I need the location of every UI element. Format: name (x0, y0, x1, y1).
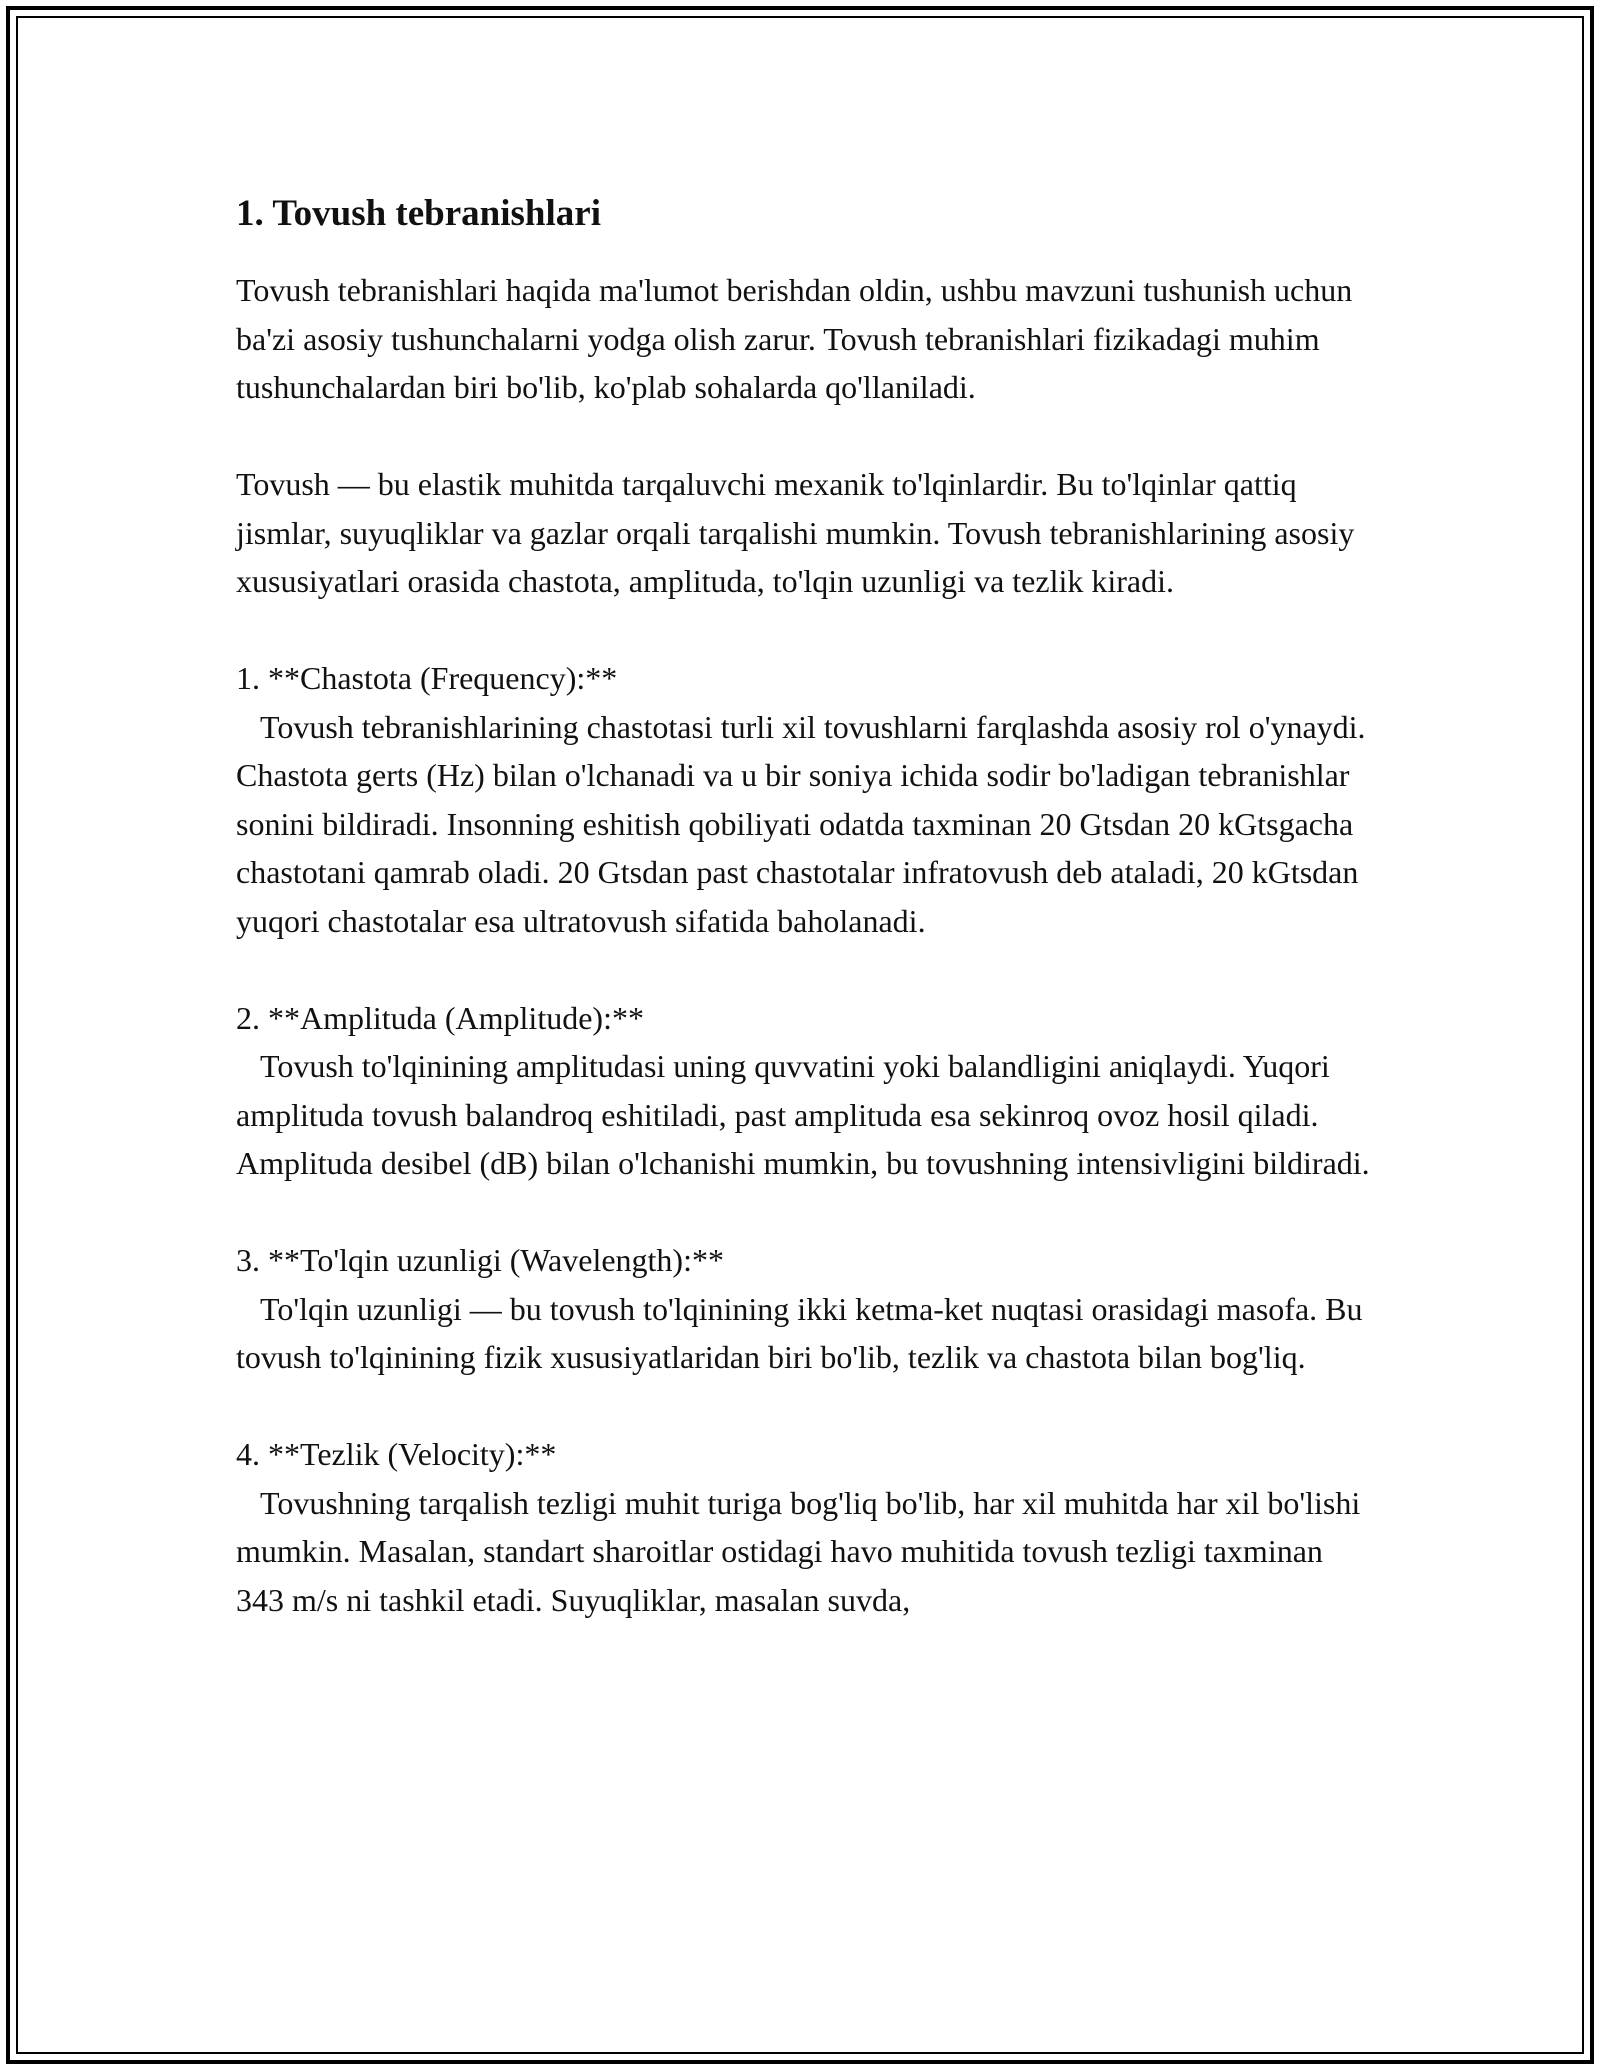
list-item-velocity: 4. **Tezlik (Velocity):** Tovushning tarqalish tezligi muhit turiga bog'liq bo'lib, har xil muhitda har xil bo'lishi mumkin. Masalan, standart sharoitlar ostidagi havo muhitida tovush tezligi taxminan 343 m/s ni tashkil etadi. Suyuqliklar, masalan suvda, (236, 1436, 1361, 1618)
section-heading: 1. Tovush tebranishlari (236, 193, 601, 234)
paragraph-intro: Tovush tebranishlari haqida ma'lumot berishdan oldin, ushbu mavzuni tushunish uchun ba'zi asosiy tushunchalarni yodga olish zarur. Tovush tebranishlari fizikadagi muhim tushunchalardan biri bo'lib, ko'plab sohalarda qo'llaniladi. (236, 272, 1361, 405)
paragraph-gap (236, 945, 1371, 994)
paragraph-gap (236, 1382, 1371, 1431)
list-item-amplitude: 2. **Amplituda (Amplitude):** Tovush to'lqinining amplitudasi uning quvvatini yoki balandligini aniqlaydi. Yuqori amplituda tovush balandroq eshitiladi, past amplituda esa sekinroq ovoz hosil qiladi. Amplituda desibel (dB) bilan o'lchanishi mumkin, bu tovushning intensivligini bildiradi. (236, 999, 1370, 1181)
paragraph-gap (236, 606, 1371, 655)
paragraph-gap (236, 1188, 1371, 1237)
list-item-wavelength: 3. **To'lqin uzunligi (Wavelength):** To'lqin uzunligi — bu tovush to'lqinining ikki ketma-ket nuqtasi orasidagi masofa. Bu tovush to'lqinining fizik xususiyatlaridan biri bo'lib, tezlik va chastota bilan bog'liq. (236, 1242, 1363, 1375)
paragraph-gap (236, 412, 1371, 461)
paragraph-definition: Tovush — bu elastik muhitda tarqaluvchi mexanik to'lqinlardir. Bu to'lqinlar qattiq jismlar, suyuqliklar va gazlar orqali tarqalishi mumkin. Tovush tebranishlarining asosiy xususiyatlari orasida chastota, amplituda, to'lqin uzunligi va tezlik kiradi. (236, 466, 1363, 599)
document-body (236, 186, 1371, 1624)
list-item-frequency: 1. **Chastota (Frequency):** Tovush tebranishlarining chastotasi turli xil tovushlarni farqlashda asosiy rol o'ynaydi. Chastota gerts (Hz) bilan o'lchanadi va u bir soniya ichida sodir bo'ladigan tebranishlar sonini bildiradi. Insonning eshitish qobiliyati odatda taxminan 20 Gtsdan 20 kGtsgacha chastotani qamrab oladi. 20 Gtsdan past chastotalar infratovush deb ataladi, 20 kGtsdan yuqori chastotalar esa ultratovush sifatida baholanadi. (236, 660, 1366, 939)
